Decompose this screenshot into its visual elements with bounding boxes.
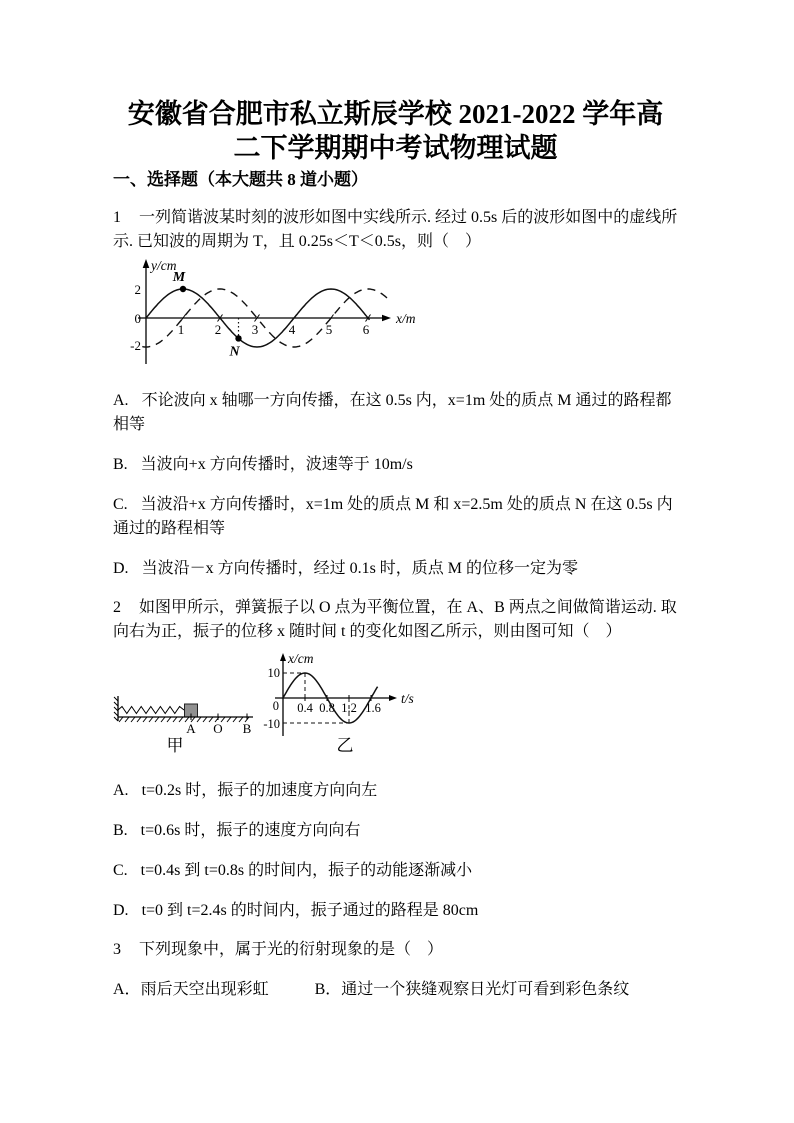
wave-ytick-2: 2 [134,282,141,297]
question-2-stem-text: 如图甲所示，弹簧振子以 O 点为平衡位置，在 A、B 两点之间做简谐运动. 取向右为正，振子的位移 x 随时间 t 的变化如图乙所示，则由图可知（ ） [113,599,677,640]
question-2-option-b: B. t=0.6s 时，振子的速度方向向右 [113,822,361,839]
question-1-option-b: B. 当波向+x 方向传播时，波速等于 10m/s [113,456,413,473]
question-1-option-d: D. 当波沿－x 方向传播时，经过 0.1s 时，质点 M 的位移一定为零 [113,560,579,577]
yi-xtick-08: 0.8 [319,701,335,715]
yi-xtick-12: 1.2 [341,701,357,715]
question-2-number: 2 [113,599,121,616]
question-1-option-a: A. 不论波向 x 轴哪一方向传播，在这 0.5s 内，x=1m 处的质点 M 通过的路程都相等 [113,392,672,433]
yi-xlabel: t/s [401,691,414,706]
question-2-option-a: A. t=0.2s 时，振子的加速度方向向左 [113,782,378,799]
question-3 [113,938,678,1002]
wave-x-axis-arrow [382,315,391,322]
question-1 [113,206,678,581]
wave-ytick-0: 0 [134,311,141,326]
label-O: O [213,721,223,736]
wave-marked-points [172,270,242,359]
page-title-line1: 安徽省合肥市私立斯辰学校 2021-2022 学年高 [127,99,664,129]
wave-xtick-1: 1 [177,322,185,337]
yi-xtick-16: 1.6 [365,701,381,715]
question-2-option-c: C. t=0.4s 到 t=0.8s 的时间内，振子的动能逐渐减小 [113,862,473,879]
figure-yi-caption: 乙 [336,736,354,755]
question-1-stem [113,206,678,254]
figure-jia-caption: 甲 [166,736,184,755]
question-3-option-a: A．雨后天空出现彩虹 [113,981,269,998]
question-3-stem-text: 下列现象中，属于光的衍射现象的是（ ） [139,941,444,958]
question-2-option-d: D. t=0 到 t=2.4s 的时间内，振子通过的路程是 80cm [113,902,479,919]
question-3-number: 3 [113,941,121,958]
displacement-time-graph [255,650,435,762]
question-3-options [113,978,678,1002]
wave-y-axis-arrow [143,259,150,268]
question-2-figures [113,650,678,762]
yi-ylabel: x/cm [288,651,314,666]
section-heading: 一、选择题（本大题共 8 道小题） [113,170,368,189]
svg-text:N: N [229,344,240,360]
wave-xtick-3: 3 [251,322,259,337]
label-B: B [242,721,252,736]
page-title-line2: 二下学期期中考试物理试题 [233,133,558,163]
wave-xtick-2: 2 [214,322,222,337]
svg-text:M: M [172,270,186,285]
ground-hatching [119,717,249,722]
question-1-stem-text: 一列简谐波某时刻的波形如图中实线所示. 经过 0.5s 后的波形如图中的虚线所示. 已知波的周期为 T，且 0.25s＜T＜0.5s，则（ ） [113,209,678,250]
question-3-stem [113,938,678,962]
wave-xlabel: x/m [396,311,416,326]
wave-ytick-neg2: -2 [130,338,141,353]
label-A: A [186,721,196,736]
question-1-option-c: C. 当波沿+x 方向传播时，x=1m 处的质点 M 和 x=2.5m 处的质点 N 在这 0.5s 内通过的路程相等 [113,496,673,537]
yi-xtick-04: 0.4 [297,701,313,715]
wave-ylabel: y/cm [151,258,177,273]
question-2-stem [113,596,678,644]
wave-diagram [113,256,433,370]
spring-oscillator-diagram [113,654,255,759]
question-1-number: 1 [113,209,121,226]
wave-xtick-4: 4 [288,322,296,337]
page-title [113,97,678,165]
wave-xtick-6: 6 [362,322,370,337]
yi-ytick-neg10: -10 [263,717,280,731]
wave-xtick-5: 5 [325,322,333,337]
question-2 [113,596,678,923]
yi-ytick-0: 0 [272,699,279,713]
yi-ytick-10: 10 [267,666,280,680]
spring [118,707,184,714]
question-3-option-b: B．通过一个狭缝观察日光灯可看到彩色条纹 [314,981,630,998]
